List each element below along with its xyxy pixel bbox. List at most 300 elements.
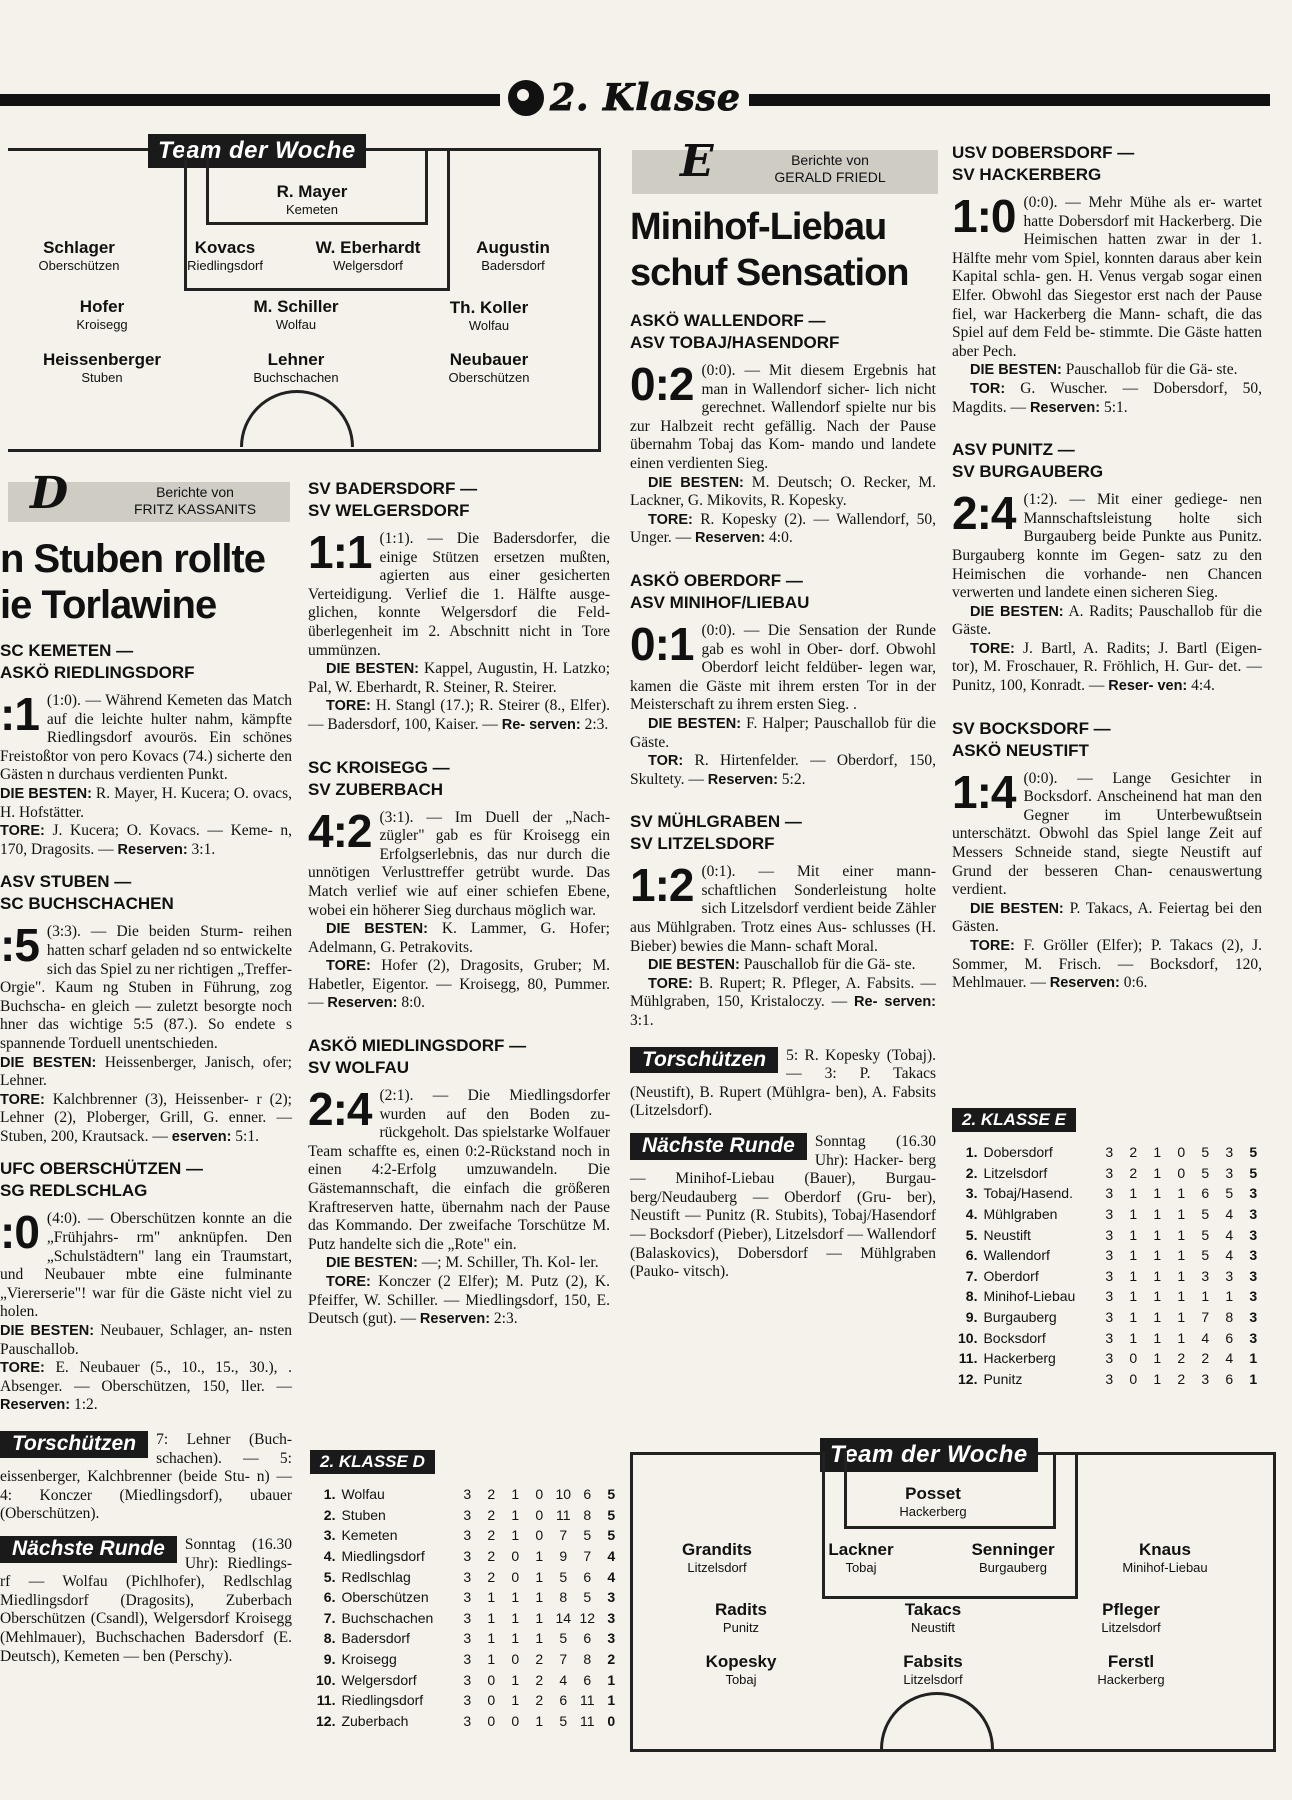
table-row — [954, 1266, 1265, 1287]
stat-cell: 0 — [511, 1651, 520, 1668]
rank-cell: 3. — [323, 1527, 336, 1544]
stat-cell: 1 — [1177, 1247, 1186, 1264]
stat-cell: 1 — [535, 1568, 544, 1585]
rank-cell: 12. — [316, 1712, 336, 1729]
stat-cell: 3 — [1105, 1309, 1114, 1326]
match-report: ASKÖ MIEDLINGSDORF — SV WOLFAU 2:4 (2:1). — Die Miedlingsdorfer wurden auf den Boden zu- rückgeholt. Das spielstarke Wolfauer Team schaffte es, einen 0:2-Rückstand noch in einen 4:2-Erfolg umzuwandeln. Die Gästemannschaft, die einfach die größeren Kraftreserven hatte, übernahm nach der Pause das Kommando. Der zweifache Torschütze M. Putz handelte sich die „Rote" ein. DIE BESTEN: —; M. Schiller, Th. Kol- ler. TORE: Konczer (2 Elfer); M. Putz (2), K. Pfeiffer, W. Schiller. — Miedlingsdorf, 150, E. Deutsch (gut). — Reserven: 2:3. — [308, 1036, 610, 1328]
rank-cell: 5. — [965, 1226, 978, 1243]
points-cell: 4 — [607, 1568, 616, 1585]
stat-cell: 3 — [1105, 1144, 1114, 1161]
stat-cell: 3 — [1105, 1226, 1114, 1243]
team-cell: Minihof-Liebau — [983, 1288, 1076, 1305]
team-cell: Oberdorf — [983, 1267, 1039, 1284]
rank-cell: 9. — [965, 1309, 978, 1326]
match-report: ASKÖ OBERDORF — ASV MINIHOF/LIEBAU 0:1 (0:0). — Die Sensation der Runde gab es wohl in Ober- dorf. Obwohl Oberdorf leicht feldüber- legen war, kamen die Gäste mit ihrem ersten Tor in der Meisterschaft zu ihrem ersten Sieg. . DIE BESTEN: F. Halper; Pauschallob für die Gäste. TOR: R. Hirtenfelder. — Oberdorf, 150, Skultety. — Reserven: 5:2. — [630, 570, 937, 788]
stat-cell: 1 — [1153, 1288, 1162, 1305]
team-cell: Burgauberg — [983, 1309, 1057, 1326]
stat-cell: 1 — [1129, 1267, 1138, 1284]
rank-cell: 8. — [323, 1630, 336, 1647]
stat-cell: 3 — [1105, 1329, 1114, 1346]
stat-cell: 0 — [511, 1712, 520, 1729]
stat-cell: 2 — [487, 1506, 496, 1523]
points-cell: 3 — [1249, 1329, 1258, 1346]
team-cell: Zuberbach — [341, 1712, 409, 1729]
team-cell: Stuben — [341, 1506, 386, 1523]
stat-cell: 3 — [1201, 1370, 1210, 1387]
points-cell: 3 — [607, 1630, 616, 1647]
match-report: ASV PUNITZ — SV BURGAUBERG 2:4 (1:2). — Mit einer gediege- nen Mannschaftsleistung holte sich Burgauberg beide Punkte aus Punitz. Burgauberg konnte im Gegen- satz zu den Heimischen die vorhande- nen Chancen verwerten und landete einen sicheren Sieg. DIE BESTEN: A. Radits; Pauschallob für die Gäste. TORE: J. Bartl, A. Radits; J. Bartl (Eigen- tor), M. Froschauer, R. Fröhlich, H. Gur- det. — Punitz, 100, Konradt. — Reser- ven: 4:4. — [952, 440, 1263, 695]
stat-cell: 1 — [1129, 1206, 1138, 1223]
stat-cell: 1 — [1177, 1206, 1186, 1223]
team-cell: Wolfau — [341, 1486, 385, 1503]
stat-cell: 3 — [463, 1486, 472, 1503]
team-of-week-title: Team der Woche — [148, 134, 366, 168]
stat-cell: 3 — [1105, 1267, 1114, 1284]
standings-table — [954, 1142, 1265, 1389]
rank-cell: 1. — [323, 1486, 336, 1503]
player: Knaus Minihof-Liebau — [1122, 1540, 1208, 1575]
stat-cell: 5 — [1201, 1247, 1210, 1264]
column-e-right — [952, 142, 1262, 993]
reporter-label: Berichte von FRITZ KASSANITS — [133, 484, 257, 517]
stat-cell: 2 — [1177, 1370, 1186, 1387]
headline: Minihof-Liebau schuf Sensation — [630, 206, 909, 294]
team-cell: Punitz — [983, 1370, 1023, 1387]
standings-title: 2. KLASSE E — [952, 1108, 1076, 1132]
team-cell: Buchschachen — [341, 1609, 434, 1626]
stat-cell: 0 — [1177, 1144, 1186, 1161]
football-icon — [508, 80, 544, 116]
table-row — [954, 1183, 1265, 1204]
headline: n Stuben rollte ie Torlawine — [0, 537, 265, 627]
stat-cell: 1 — [511, 1692, 520, 1709]
stat-cell: 1 — [487, 1630, 496, 1647]
table-row — [312, 1587, 623, 1608]
points-cell: 1 — [1249, 1370, 1258, 1387]
rank-cell: 7. — [323, 1609, 336, 1626]
stat-cell: 1 — [1153, 1206, 1162, 1223]
match-report: UFC OBERSCHÜTZEN — SG REDLSCHLAG :0 (4:0). — Oberschützen konnte an die „Frühjahrs- rm" anknüpfen. Den „Schulstädtern" lang ein Traumstart, und Neubauer mbte eine fulminante „Viererserie"! war für die Gäste nicht viel zu holen. DIE BESTEN: Neubauer, Schlager, an- nsten Pauschallob. TORE: E. Neubauer (5., 10., 15., 30.), . Absenger. — Oberschützen, 150, ller. — Reserven: 1:2. — [0, 1159, 292, 1414]
points-cell: 3 — [607, 1589, 616, 1606]
stat-cell: 1 — [487, 1609, 496, 1626]
stat-cell: 7 — [559, 1527, 568, 1544]
stat-cell: 7 — [559, 1651, 568, 1668]
stat-cell: 5 — [559, 1712, 568, 1729]
table-row — [312, 1628, 623, 1649]
team-cell: Oberschützen — [341, 1589, 429, 1606]
rank-cell: 11. — [316, 1692, 336, 1709]
match-report: ASKÖ WALLENDORF — ASV TOBAJ/HASENDORF 0:2 (0:0). — Mit diesem Ergebnis hat man in Wallendorf sicher- lich nicht gerechnet. Wallendorf spielte nur bis zur Halbzeit recht gefällig. Nach der Pause übernahm Tobaj das Kom- mando und landete einen verdienten Sieg. DIE BESTEN: M. Deutsch; O. Recker, M. Lackner, G. Mikovits, R. Kopesky. TORE: R. Kopesky (2). — Wallendorf, 50, Unger. — Reserven: 4:0. — [630, 311, 937, 547]
table-row — [954, 1142, 1265, 1163]
stat-cell: 1 — [1177, 1185, 1186, 1202]
stat-cell: 0 — [1129, 1370, 1138, 1387]
player: Lehner Buchschachen — [253, 350, 339, 385]
stat-cell: 5 — [1225, 1185, 1234, 1202]
points-cell: 3 — [1249, 1288, 1258, 1305]
player: M. Schiller Wolfau — [253, 297, 339, 332]
player: Hofer Kroisegg — [76, 297, 128, 332]
stat-cell: 6 — [583, 1630, 592, 1647]
points-cell: 3 — [1249, 1267, 1258, 1284]
stat-cell: 1 — [1153, 1164, 1162, 1181]
match-report: SV BADERSDORF — SV WELGERSDORF 1:1 (1:1). — Die Badersdorfer, die einige Stützen ersetzen mußten, agierten aus einer gesicherten Verteidigung. Verlief die 1. Hälfte ausge- glichen, konnte Welgersdorf die Feld- überlegenheit im 2. Abschnitt nicht in Tore ummünzen. DIE BESTEN: Kappel, Augustin, H. Latzko; Pal, W. Eberhardt, R. Steiner, R. Steirer. TORE: H. Stangl (17.); R. Steirer (8., Elfer). — Badersdorf, 100, Kaiser. — Re- serven: 2:3. — [308, 479, 611, 733]
team-cell: Neustift — [983, 1226, 1031, 1243]
table-row — [954, 1307, 1265, 1328]
match-report: SC KEMETEN — ASKÖ RIEDLINGSDORF :1 (1:0). — Während Kemeten das Match auf die leichte hulter nahm, kämpfte Riedlingsdorf avourös. Ein schönes Freistoßtor von pero Kovacs (74.) sicherte den Gästen n durchaus verdienten Punkt. DIE BESTEN: R. Mayer, H. Kucera; O. ovacs, H. Hofstätter. TORE: J. Kucera; O. Kovacs. — Keme- n, 170, Dragosits. — Reserven: 3:1. — [0, 641, 293, 858]
points-cell: 3 — [607, 1609, 616, 1626]
stat-cell: 3 — [1105, 1288, 1114, 1305]
rank-cell: 8. — [965, 1288, 978, 1305]
player: Lackner Tobaj — [828, 1540, 894, 1575]
stat-cell: 2 — [1201, 1350, 1210, 1367]
stat-cell: 3 — [463, 1671, 472, 1688]
table-row — [954, 1204, 1265, 1225]
team-cell: Miedlingsdorf — [341, 1548, 425, 1565]
table-row — [954, 1224, 1265, 1245]
table-row — [312, 1669, 623, 1690]
stat-cell: 6 — [583, 1568, 592, 1585]
stat-cell: 0 — [487, 1712, 496, 1729]
player: Fabsits Litzelsdorf — [903, 1652, 963, 1687]
stat-cell: 3 — [463, 1506, 472, 1523]
stat-cell: 1 — [511, 1589, 520, 1606]
stat-cell: 0 — [1129, 1350, 1138, 1367]
rank-cell: 5. — [323, 1568, 336, 1585]
stat-cell: 1 — [1153, 1226, 1162, 1243]
stat-cell: 1 — [535, 1712, 544, 1729]
stat-cell: 4 — [1225, 1247, 1234, 1264]
table-row — [312, 1566, 623, 1587]
points-cell: 5 — [607, 1486, 616, 1503]
next-round-box: Nächste Runde Sonntag (16.30 Uhr): Riedlings- rf — Wolfau (Pichlhofer), Redlschlag Miedlingsdorf (Dragosits), Zuberbach Oberschützen (Csandl), Welgersdorf Kroisegg (Mehlmauer), Buchschachen Badersdorf (E. Deutsch), Kemeten — ben (Perschy). — [0, 1535, 292, 1665]
stat-cell: 1 — [535, 1589, 544, 1606]
rank-cell: 9. — [323, 1651, 336, 1668]
stat-cell: 2 — [1129, 1144, 1138, 1161]
stat-cell: 5 — [559, 1568, 568, 1585]
table-row — [312, 1484, 623, 1505]
stat-cell: 1 — [1129, 1226, 1138, 1243]
stat-cell: 1 — [535, 1630, 544, 1647]
rank-cell: 6. — [965, 1247, 978, 1264]
player: Senninger Burgauberg — [971, 1540, 1055, 1575]
stat-cell: 4 — [1225, 1206, 1234, 1223]
player: Grandits Litzelsdorf — [682, 1540, 752, 1575]
rank-cell: 7. — [965, 1267, 978, 1284]
points-cell: 1 — [607, 1671, 616, 1688]
rank-cell: 6. — [323, 1589, 336, 1606]
stat-cell: 3 — [1201, 1267, 1210, 1284]
points-cell: 0 — [607, 1712, 616, 1729]
stat-cell: 1 — [1129, 1329, 1138, 1346]
player: Kovacs Riedlingsdorf — [187, 238, 263, 273]
stat-cell: 11 — [580, 1692, 595, 1709]
team-of-week-title: Team der Woche — [820, 1438, 1038, 1472]
team-cell: Litzelsdorf — [983, 1164, 1048, 1181]
stat-cell: 2 — [1177, 1350, 1186, 1367]
team-cell: Mühlgraben — [983, 1206, 1058, 1223]
scorers-box: Torschützen 5: R. Kopesky (Tobaj). — 3: P. Takacs (Neustift), B. Rupert (Mühlgra- ben), A. Fabsits (Litzelsdorf). — [630, 1046, 936, 1120]
section-header — [500, 76, 749, 120]
stat-cell: 3 — [1105, 1350, 1114, 1367]
stat-cell: 1 — [511, 1609, 520, 1626]
stat-cell: 1 — [1129, 1185, 1138, 1202]
stat-cell: 6 — [1201, 1185, 1210, 1202]
column-d-right — [308, 478, 610, 1329]
player-goalkeeper: Posset Hackerberg — [899, 1484, 967, 1519]
stat-cell: 6 — [583, 1486, 592, 1503]
stat-cell: 7 — [583, 1548, 592, 1565]
table-row — [954, 1348, 1265, 1369]
points-cell: 3 — [1249, 1309, 1258, 1326]
stat-cell: 3 — [1105, 1185, 1114, 1202]
points-cell: 2 — [607, 1651, 616, 1668]
rank-cell: 2. — [323, 1506, 336, 1523]
table-row — [954, 1327, 1265, 1348]
points-cell: 5 — [1249, 1164, 1258, 1181]
player: Radits Punitz — [715, 1600, 767, 1635]
stat-cell: 1 — [1153, 1370, 1162, 1387]
player-goalkeeper: R. Mayer Kemeten — [276, 182, 348, 217]
next-round-title: Nächste Runde — [630, 1133, 807, 1160]
stat-cell: 1 — [511, 1671, 520, 1688]
stat-cell: 3 — [1105, 1164, 1114, 1181]
stat-cell: 1 — [511, 1630, 520, 1647]
stat-cell: 1 — [1153, 1144, 1162, 1161]
stat-cell: 3 — [463, 1609, 472, 1626]
stat-cell: 3 — [463, 1589, 472, 1606]
table-row — [312, 1525, 623, 1546]
stat-cell: 8 — [1225, 1309, 1234, 1326]
stat-cell: 0 — [535, 1486, 544, 1503]
player: Ferstl Hackerberg — [1097, 1652, 1165, 1687]
stat-cell: 3 — [463, 1630, 472, 1647]
rank-cell: 3. — [965, 1185, 978, 1202]
stat-cell: 5 — [559, 1630, 568, 1647]
stat-cell: 5 — [583, 1589, 592, 1606]
stat-cell: 8 — [559, 1589, 568, 1606]
table-row — [312, 1546, 623, 1567]
player: Neubauer Oberschützen — [448, 350, 530, 385]
match-report: SC KROISEGG — SV ZUBERBACH 4:2 (3:1). — Im Duell der „Nach- zügler" gab es für Kroisegg ein Erfolgserlebnis, das nur durch die unnötigen Verlusttreffer getrübt wurde. Das Match verlief wie auf einer schiefen Ebene, wobei ein höherer Sieg durchaus möglich war. DIE BESTEN: K. Lammer, G. Hofer; Adelmann, G. Petrakovits. TORE: Hofer (2), Dragosits, Gruber; M. Habetler, Eigentor. — Kroisegg, 80, Pummer. — Reserven: 8:0. — [308, 757, 611, 1012]
stat-cell: 6 — [1225, 1329, 1234, 1346]
rank-cell: 4. — [965, 1206, 978, 1223]
rank-cell: 11. — [958, 1350, 978, 1367]
stat-cell: 0 — [511, 1548, 520, 1565]
points-cell: 3 — [1249, 1226, 1258, 1243]
stat-cell: 2 — [487, 1548, 496, 1565]
table-row — [312, 1505, 623, 1526]
standings-title: 2. KLASSE D — [310, 1450, 435, 1474]
player: Takacs Neustift — [904, 1600, 962, 1635]
stat-cell: 1 — [1201, 1288, 1210, 1305]
stat-cell: 1 — [1225, 1288, 1234, 1305]
stat-cell: 0 — [535, 1506, 544, 1523]
stat-cell: 1 — [1153, 1267, 1162, 1284]
stat-cell: 8 — [583, 1506, 592, 1523]
match-report: SV MÜHLGRABEN — SV LITZELSDORF 1:2 (0:1). — Mit einer mann- schaftlichen Sonderleistung holte sich Litzelsdorf verdient beide Zähler aus Mühlgraben. Trotz eines Aus- schlusses (H. Bieber) bewies die Mann- schaft Moral. DIE BESTEN: Pauschallob für die Gä- ste. TORE: B. Rupert; R. Pfleger, A. Fabsits. — Mühlgraben, 150, Kristaloczy. — Re- serven: 3:1. — [630, 812, 937, 1030]
stat-cell: 3 — [1225, 1267, 1234, 1284]
stat-cell: 2 — [535, 1692, 544, 1709]
stat-cell: 5 — [1201, 1206, 1210, 1223]
team-cell: Welgersdorf — [341, 1671, 417, 1688]
stat-cell: 4 — [559, 1671, 568, 1688]
stat-cell: 3 — [463, 1712, 472, 1729]
stat-cell: 3 — [463, 1651, 472, 1668]
stat-cell: 2 — [487, 1568, 496, 1585]
points-cell: 3 — [1249, 1206, 1258, 1223]
scorers-title: Torschützen — [0, 1431, 148, 1458]
scorers-box: Torschützen 7: Lehner (Buch- schachen). — 5: eissenberger, Kalchbrenner (beide Stu- n) — 4: Konczer (Miedlingsdorf), ubauer (Oberschützen). — [0, 1431, 292, 1523]
stat-cell: 5 — [1201, 1144, 1210, 1161]
stat-cell: 3 — [1225, 1144, 1234, 1161]
standings-table — [312, 1484, 623, 1731]
team-cell: Kemeten — [341, 1527, 398, 1544]
stat-cell: 8 — [583, 1651, 592, 1668]
stat-cell: 0 — [487, 1692, 496, 1709]
stat-cell: 9 — [559, 1548, 568, 1565]
points-cell: 3 — [1249, 1185, 1258, 1202]
stat-cell: 3 — [1105, 1370, 1114, 1387]
stat-cell: 1 — [1153, 1350, 1162, 1367]
section-e-badge: E — [680, 136, 714, 187]
table-row — [312, 1711, 623, 1732]
stat-cell: 1 — [511, 1486, 520, 1503]
stat-cell: 0 — [511, 1568, 520, 1585]
column-e-left — [630, 310, 936, 1282]
table-row — [312, 1690, 623, 1711]
section-title: 2. Klasse — [550, 77, 741, 119]
stat-cell: 0 — [1177, 1164, 1186, 1181]
stat-cell: 4 — [1225, 1226, 1234, 1243]
stat-cell: 5 — [583, 1527, 592, 1544]
stat-cell: 3 — [1105, 1206, 1114, 1223]
rank-cell: 4. — [323, 1548, 336, 1565]
stat-cell: 14 — [555, 1609, 572, 1626]
table-row — [954, 1245, 1265, 1266]
team-cell: Dobersdorf — [983, 1144, 1053, 1161]
stat-cell: 1 — [1177, 1329, 1186, 1346]
points-cell: 4 — [607, 1548, 616, 1565]
column-d-left — [0, 640, 292, 1666]
stat-cell: 1 — [1153, 1247, 1162, 1264]
table-row — [954, 1286, 1265, 1307]
player: Pfleger Litzelsdorf — [1101, 1600, 1161, 1635]
stat-cell: 3 — [1225, 1164, 1234, 1181]
stat-cell: 12 — [579, 1609, 596, 1626]
rank-cell: 10. — [316, 1671, 336, 1688]
stat-cell: 1 — [1129, 1247, 1138, 1264]
next-round-box: Nächste Runde Sonntag (16.30 Uhr): Hacker- berg — Minihof-Liebau (Bauer), Burgau- berg/Neudauberg — Oberdorf (Gru- ber), Neustift — Punitz (R. Stubits), Tobaj/Hasendorf — Bocksdorf (Pieber), Litzelsdorf — Wallendorf (Balaskovics), Dobersdorf — Mühlgraben (Pauko- vitsch). — [630, 1133, 936, 1281]
stat-cell: 0 — [535, 1527, 544, 1544]
stat-cell: 6 — [559, 1692, 568, 1709]
player: Heissenberger Stuben — [42, 350, 162, 385]
points-cell: 1 — [607, 1692, 616, 1709]
stat-cell: 3 — [1105, 1247, 1114, 1264]
stat-cell: 3 — [463, 1527, 472, 1544]
rank-cell: 12. — [958, 1370, 978, 1387]
team-cell: Redlschlag — [341, 1568, 411, 1585]
points-cell: 5 — [1249, 1144, 1258, 1161]
stat-cell: 3 — [463, 1692, 472, 1709]
stat-cell: 5 — [1201, 1226, 1210, 1243]
player: W. Eberhardt Welgersdorf — [315, 238, 421, 273]
stat-cell: 4 — [1201, 1329, 1210, 1346]
section-d-badge: D — [30, 468, 69, 519]
stat-cell: 11 — [580, 1712, 595, 1729]
stat-cell: 5 — [1201, 1164, 1210, 1181]
points-cell: 3 — [1249, 1247, 1258, 1264]
stat-cell: 1 — [1177, 1267, 1186, 1284]
rank-cell: 1. — [965, 1144, 978, 1161]
team-cell: Hackerberg — [983, 1350, 1056, 1367]
stat-cell: 1 — [1177, 1226, 1186, 1243]
player: Th. Koller Wolfau — [449, 298, 529, 333]
stat-cell: 1 — [487, 1651, 496, 1668]
team-cell: Bocksdorf — [983, 1329, 1046, 1346]
team-cell: Riedlingsdorf — [341, 1692, 424, 1709]
table-row — [312, 1649, 623, 1670]
stat-cell: 2 — [535, 1651, 544, 1668]
stat-cell: 6 — [583, 1671, 592, 1688]
stat-cell: 11 — [556, 1506, 571, 1523]
rank-cell: 10. — [958, 1329, 978, 1346]
match-report: ASV STUBEN — SC BUCHSCHACHEN :5 (3:3). — Die beiden Sturm- reihen hatten scharf geladen nd so entwickelte sich das Spiel zu ner richtigen „Treffer-Orgie". Kaum ng Stuben in Führung, zog Buchscha- en gleich — zuletzt besorgte noch hner das wichtige 5:5 (87.). So endete s spannende Torduell unentschieden. DIE BESTEN: Heissenberger, Janisch, ofer; Lehner. TORE: Kalchbrenner (3), Heissenber- r (2); Lehner (2), Ploberger, Grill, G. enner. — Stuben, 200, Krautsack. — eserven: 5:1. — [0, 872, 292, 1145]
table-row — [954, 1369, 1265, 1390]
stat-cell: 6 — [1225, 1370, 1234, 1387]
stat-cell: 2 — [535, 1671, 544, 1688]
stat-cell: 1 — [511, 1506, 520, 1523]
stat-cell: 1 — [487, 1589, 496, 1606]
player: Schlager Oberschützen — [38, 238, 120, 273]
stat-cell: 10 — [555, 1486, 572, 1503]
stat-cell: 1 — [1153, 1185, 1162, 1202]
table-row — [312, 1608, 623, 1629]
stat-cell: 2 — [487, 1486, 496, 1503]
team-cell: Badersdorf — [341, 1630, 410, 1647]
player: Kopesky Tobaj — [705, 1652, 777, 1687]
team-cell: Kroisegg — [341, 1651, 397, 1668]
scorers-title: Torschützen — [630, 1047, 778, 1074]
team-cell: Tobaj/Hasend. — [983, 1185, 1073, 1202]
stat-cell: 7 — [1201, 1309, 1210, 1326]
stat-cell: 0 — [487, 1671, 496, 1688]
rank-cell: 2. — [965, 1164, 978, 1181]
stat-cell: 4 — [1225, 1350, 1234, 1367]
stat-cell: 1 — [1129, 1288, 1138, 1305]
team-cell: Wallendorf — [983, 1247, 1050, 1264]
stat-cell: 1 — [1153, 1329, 1162, 1346]
stat-cell: 1 — [1177, 1309, 1186, 1326]
reporter-label: Berichte von GERALD FRIEDL — [774, 152, 886, 185]
points-cell: 5 — [607, 1527, 616, 1544]
table-row — [954, 1163, 1265, 1184]
stat-cell: 2 — [487, 1527, 496, 1544]
stat-cell: 2 — [1129, 1164, 1138, 1181]
stat-cell: 1 — [1153, 1309, 1162, 1326]
points-cell: 1 — [1249, 1350, 1258, 1367]
stat-cell: 1 — [1177, 1288, 1186, 1305]
points-cell: 5 — [607, 1506, 616, 1523]
stat-cell: 1 — [535, 1609, 544, 1626]
match-report: USV DOBERSDORF — SV HACKERBERG 1:0 (0:0). — Mehr Mühe als er- wartet hatte Dobersdorf mit Hackerberg. Die Heimischen hatten zwar in der 1. Hälfte mehr vom Spiel, konnten daraus aber kein Kapital schla- gen. H. Venus vergab sogar einen Elfer. Obwohl das Siegestor erst nach der Pause fiel, war Hackerberg die Mann- schaft, die das Spiel auf dem Feld be- stimmte. Die Gäste hatten aber Pech. DIE BESTEN: Pauschallob für die Gä- ste. TOR: G. Wuscher. — Dobersdorf, 50, Magdits. — Reserven: 5:1. — [952, 143, 1262, 416]
stat-cell: 3 — [463, 1548, 472, 1565]
next-round-title: Nächste Runde — [0, 1536, 177, 1563]
stat-cell: 1 — [511, 1527, 520, 1544]
match-report: SV BOCKSDORF — ASKÖ NEUSTIFT 1:4 (0:0). — Lange Gesichter in Bocksdorf. Anscheinend hat man den Gegner im Unterbewußtsein unterschätzt. Obwohl das Spiel lange Zeit auf Messers Schneide stand, siegte Neustift auf Grund der besseren Chan- cenauswertung verdient. DIE BESTEN: P. Takacs, A. Feiertag bei den Gästen. TORE: F. Gröller (Elfer); P. Takacs (2), J. Sommer, M. Frisch. — Bocksdorf, 120, Mehlmauer. — Reserven: 0:6. — [952, 718, 1263, 992]
player: Augustin Badersdorf — [476, 238, 550, 273]
stat-cell: 3 — [463, 1568, 472, 1585]
stat-cell: 1 — [1129, 1309, 1138, 1326]
